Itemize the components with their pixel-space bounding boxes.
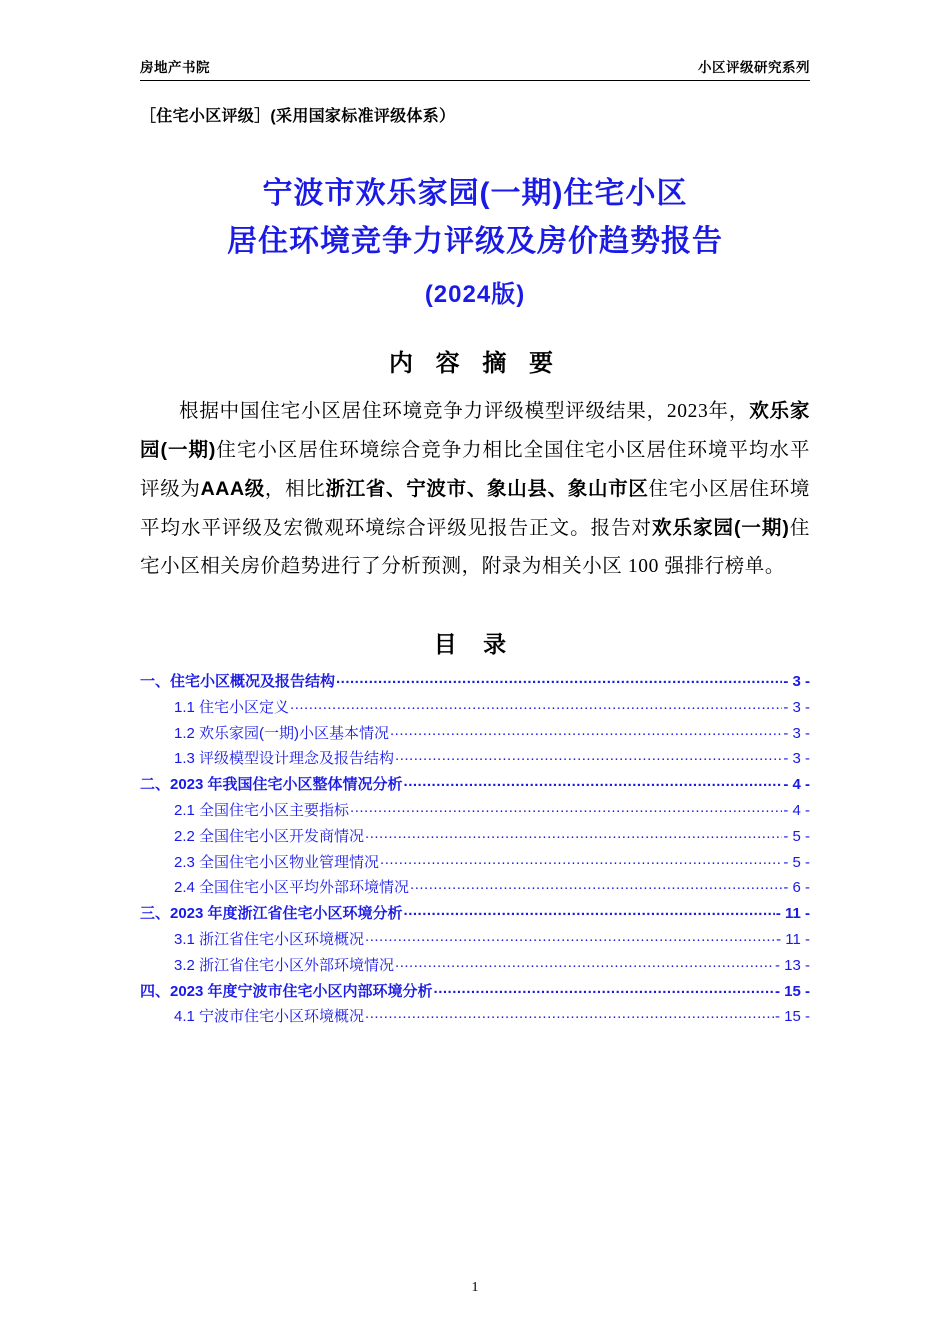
toc-leader-dots bbox=[365, 924, 775, 950]
header-left-text: 房地产书院 bbox=[140, 60, 210, 75]
abstract-run: AAA级 bbox=[200, 478, 265, 501]
page-number: 1 bbox=[471, 1280, 479, 1295]
toc-entry-label: 3.1 浙江省住宅小区环境概况 bbox=[174, 931, 365, 949]
toc-entry-page: - 3 - bbox=[783, 673, 810, 691]
toc-leader-dots bbox=[336, 666, 782, 692]
table-of-contents bbox=[140, 669, 810, 1030]
toc-entry-label: 3.2 浙江省住宅小区外部环境情况 bbox=[174, 956, 395, 974]
abstract-run: 欢乐家园(一期) bbox=[140, 400, 810, 462]
toc-entry-page: - 3 - bbox=[783, 750, 810, 768]
toc-entry-label: 2.2 全国住宅小区开发商情况 bbox=[174, 827, 365, 845]
toc-entry-page: - 3 - bbox=[783, 698, 810, 716]
toc-entry-label: 4.1 宁波市住宅小区环境概况 bbox=[174, 1008, 365, 1026]
toc-entry-page: - 15 - bbox=[774, 1008, 810, 1026]
abstract-heading: 内 容 摘 要 bbox=[388, 350, 561, 377]
abstract-run: ，相比 bbox=[264, 479, 326, 501]
report-title-line-2: 居住环境竞争力评级及房价趋势报告 bbox=[227, 225, 723, 258]
toc-leader-dots bbox=[395, 950, 774, 976]
toc-entry-page: - 6 - bbox=[783, 879, 810, 897]
toc-entry-page: - 11 - bbox=[775, 905, 810, 923]
report-title-line-1: 宁波市欢乐家园(一期)住宅小区 bbox=[262, 177, 688, 210]
toc-entry-label: 1.1 住宅小区定义 bbox=[174, 698, 290, 716]
abstract-run: 住宅小区居住环境平均水平评级及宏微观环境综合评级见报告正文。报告对 bbox=[140, 479, 810, 540]
toc-leader-dots bbox=[365, 821, 782, 847]
toc-leader-dots bbox=[404, 898, 775, 924]
abstract-run: 欢乐家园(一期) bbox=[652, 517, 790, 540]
toc-entry-label: 2.4 全国住宅小区平均外部环境情况 bbox=[174, 879, 410, 897]
toc-leader-dots bbox=[390, 718, 782, 744]
toc-entry-page: - 3 - bbox=[783, 724, 810, 742]
report-category-line: ［住宅小区评级］(采用国家标准评级体系） bbox=[140, 108, 456, 125]
toc-entry-label: 一、住宅小区概况及报告结构 bbox=[140, 673, 336, 691]
toc-entry[interactable] bbox=[140, 1004, 810, 1030]
toc-leader-dots bbox=[404, 769, 783, 795]
page-header bbox=[140, 56, 810, 81]
toc-leader-dots bbox=[395, 743, 782, 769]
toc-entry-label: 2.1 全国住宅小区主要指标 bbox=[174, 802, 350, 820]
toc-leader-dots bbox=[434, 976, 774, 1002]
toc-leader-dots bbox=[410, 872, 782, 898]
toc-entry-page: - 11 - bbox=[776, 931, 810, 949]
toc-entry-page: - 5 - bbox=[783, 827, 810, 845]
abstract-run: 浙江省、宁波市、象山县、象山市区 bbox=[325, 478, 649, 501]
toc-entry-label: 2.3 全国住宅小区物业管理情况 bbox=[174, 853, 380, 871]
abstract-body bbox=[140, 392, 810, 586]
toc-heading: 目 录 bbox=[433, 631, 517, 658]
toc-entry-page: - 5 - bbox=[783, 853, 810, 871]
toc-leader-dots bbox=[290, 692, 782, 718]
toc-entry-label: 四、2023 年度宁波市住宅小区内部环境分析 bbox=[140, 982, 433, 1000]
abstract-run: 住宅小区居住环境综合竞争力相比全国住宅小区居住环境平均水平评级为 bbox=[140, 440, 810, 501]
report-title-block bbox=[140, 170, 810, 309]
toc-entry-label: 1.3 评级模型设计理念及报告结构 bbox=[174, 750, 395, 768]
toc-entry-label: 二、2023 年我国住宅小区整体情况分析 bbox=[140, 776, 403, 794]
report-version: (2024版) bbox=[424, 281, 526, 308]
toc-leader-dots bbox=[380, 847, 782, 873]
toc-entry-page: - 4 - bbox=[783, 802, 810, 820]
toc-entry-page: - 15 - bbox=[774, 982, 810, 1000]
abstract-run: 根据中国住宅小区居住环境竞争力评级模型评级结果，2023年， bbox=[179, 401, 750, 422]
header-right-text: 小区评级研究系列 bbox=[698, 60, 810, 75]
toc-entry-page: - 13 - bbox=[774, 956, 810, 974]
toc-leader-dots bbox=[365, 1001, 774, 1027]
toc-entry-label: 三、2023 年度浙江省住宅小区环境分析 bbox=[140, 905, 403, 923]
toc-leader-dots bbox=[350, 795, 782, 821]
abstract-run: 住宅小区相关房价趋势进行了分析预测，附录为相关小区 100 强排行榜单。 bbox=[140, 518, 810, 578]
toc-entry-page: - 4 - bbox=[783, 776, 810, 794]
toc-entry-label: 1.2 欢乐家园(一期)小区基本情况 bbox=[174, 724, 390, 742]
